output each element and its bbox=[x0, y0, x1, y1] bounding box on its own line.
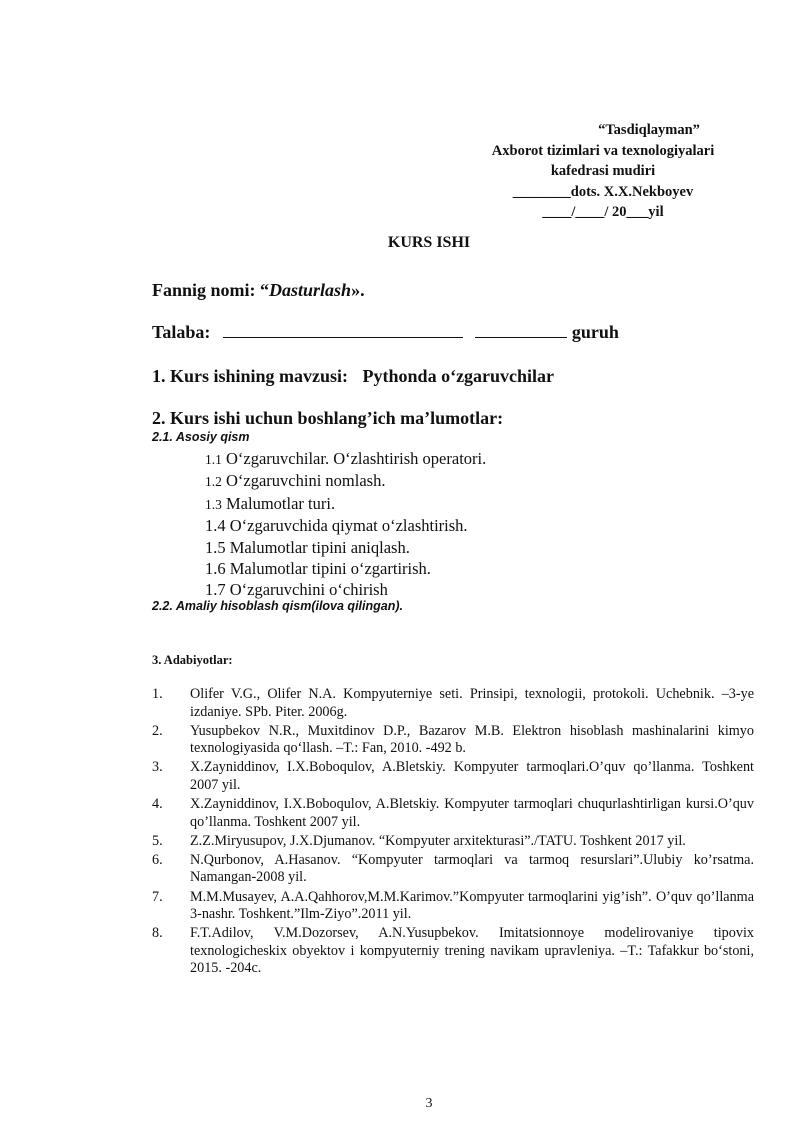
topic-list bbox=[205, 448, 486, 601]
reference-item bbox=[152, 759, 754, 794]
reference-number: 3. bbox=[152, 759, 163, 776]
list-item bbox=[205, 515, 486, 536]
list-item bbox=[205, 470, 486, 492]
references-list bbox=[152, 686, 754, 980]
reference-number: 1. bbox=[152, 686, 163, 702]
student-label: Talaba: bbox=[152, 322, 211, 342]
main-part-heading: 2.1. Asosiy qism bbox=[152, 430, 250, 444]
list-item bbox=[205, 448, 486, 470]
list-item bbox=[205, 579, 486, 600]
practical-part-heading: 2.2. Amaliy hisoblash qism(ilova qilingan). bbox=[152, 599, 403, 613]
topic-label: 1. Kurs ishining mavzusi: bbox=[152, 366, 349, 386]
list-item bbox=[205, 493, 486, 515]
item-number: 1.2 bbox=[205, 474, 222, 490]
item-text: O‘zgaruvchini o‘chirish bbox=[229, 580, 388, 600]
reference-text: X.Zayniddinov, I.X.Boboqulov, A.Bletskiy. Kompyuter tarmoqlari.O’quv qo’llanma. Toshkent 2007 yil. bbox=[190, 759, 754, 793]
item-text: Malumotlar turi. bbox=[226, 493, 336, 513]
group-blank bbox=[475, 323, 567, 338]
reference-item bbox=[152, 833, 754, 851]
item-text: Malumotlar tipini o‘zgartirish. bbox=[229, 559, 431, 579]
reference-text: Z.Z.Miryusupov, J.X.Djumanov. “Kompyuter arxitekturasi”./TATU. Toshkent 2017 yil. bbox=[190, 832, 686, 849]
topic-value: Pythonda o‘zgaruvchilar bbox=[362, 366, 555, 386]
reference-number: 8. bbox=[152, 925, 163, 942]
student-name-blank bbox=[223, 323, 463, 338]
item-number: 1.3 bbox=[205, 496, 222, 512]
item-text: O‘zgaruvchida qiymat o‘zlashtirish. bbox=[229, 516, 468, 536]
item-text: Malumotlar tipini aniqlash. bbox=[229, 537, 410, 557]
reference-text: F.T.Adilov, V.M.Dozorsev, A.N.Yusupbekov. Imitatsionnoye modelirovaniye tipovix texnologicheskix obyektov i kompyuterniy trening navikam upravleniya. –T.: Tafakkur bo‘stoni, 2015. -204c. bbox=[190, 925, 754, 977]
references-heading: 3. Adabiyotlar: bbox=[152, 653, 233, 667]
item-number: 1.4 bbox=[205, 516, 226, 536]
reference-item bbox=[152, 686, 754, 721]
reference-text: Yusupbekov N.R., Muxitdinov D.P., Bazarov M.B. Elektron hisoblash mashinalarini kimyo texnologiyasida qo‘llash. –T.: Fan, 2010. -492 b. bbox=[190, 722, 754, 757]
reference-number: 7. bbox=[152, 888, 163, 905]
page-number: 3 bbox=[425, 1096, 433, 1111]
reference-text: M.M.Musayev, A.A.Qahhorov,M.M.Karimov.”Kompyuter tarmoqlarini yig’ish”. O’quv qo’llanma 3-nashr. Toshkent.”Ilm-Ziyo”.2011 yil. bbox=[190, 888, 754, 923]
reference-text: Olifer V.G., Olifer N.A. Kompyuterniye seti. Prinsipi, texnologii, protokoli. Uchebnik. –3-ye izdaniye. SPb. Piter. 2006g. bbox=[190, 686, 754, 720]
reference-number: 6. bbox=[152, 851, 163, 868]
subject-name: Dasturlash bbox=[269, 280, 352, 300]
subject-line bbox=[152, 280, 365, 301]
initial-data-heading: 2. Kurs ishi uchun boshlang’ich ma’lumotlar: bbox=[152, 408, 504, 428]
reference-number: 2. bbox=[152, 722, 163, 739]
approval-block bbox=[468, 120, 738, 223]
group-label: guruh bbox=[571, 322, 619, 342]
approval-date: ____/____/ 20___yil bbox=[542, 204, 664, 220]
approval-department: Axborot tizimlari va texnologiyalari bbox=[491, 142, 715, 159]
item-text: O‘zgaruvchini nomlash. bbox=[226, 471, 386, 491]
student-line bbox=[152, 322, 619, 343]
reference-text: X.Zayniddinov, I.X.Boboqulov, A.Bletskiy. Kompyuter tarmoqlari chuqurlashtirligan kursi.O’quv qo’llanma. Toshkent 2007 yil. bbox=[190, 796, 754, 830]
document-title: KURS ISHI bbox=[387, 234, 471, 251]
item-number: 1.7 bbox=[205, 580, 226, 600]
item-number: 1.6 bbox=[205, 559, 226, 579]
list-item bbox=[205, 558, 486, 579]
subject-suffix: ». bbox=[351, 280, 365, 300]
list-item bbox=[205, 537, 486, 558]
reference-item bbox=[152, 796, 754, 831]
reference-item bbox=[152, 852, 754, 887]
item-number: 1.5 bbox=[205, 537, 226, 557]
item-text: O‘zgaruvchilar. O‘zlashtirish operatori. bbox=[226, 449, 487, 468]
approval-signature: ________dots. X.X.Nekboyev bbox=[512, 183, 694, 200]
approval-position: kafedrasi mudiri bbox=[550, 163, 656, 179]
reference-item bbox=[152, 925, 754, 978]
reference-text: N.Qurbonov, A.Hasanov. “Kompyuter tarmoqlari va tarmoq resurslari”.Ulubiy ko’rsatma. Namangan-2008 yil. bbox=[190, 851, 754, 886]
reference-item bbox=[152, 723, 754, 758]
reference-number: 5. bbox=[152, 832, 163, 849]
approval-heading: “Tasdiqlayman” bbox=[598, 122, 700, 138]
item-number: 1.1 bbox=[205, 452, 222, 467]
topic-line bbox=[152, 366, 554, 387]
subject-label: Fannig nomi: “ bbox=[152, 280, 270, 300]
reference-item bbox=[152, 889, 754, 924]
reference-number: 4. bbox=[152, 796, 163, 813]
